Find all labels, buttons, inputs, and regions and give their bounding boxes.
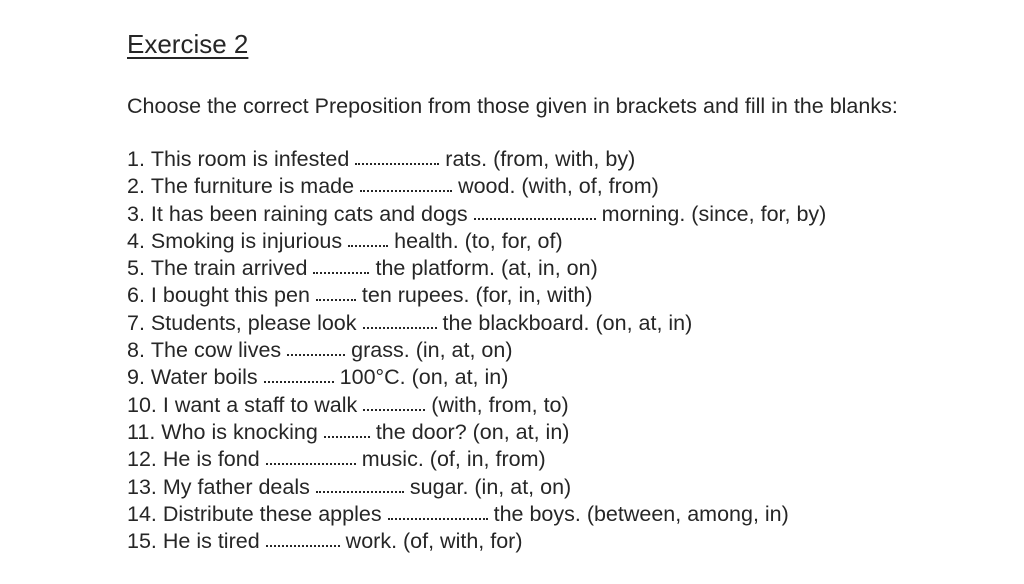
- item-text-after: sugar. (in, at, on): [409, 474, 572, 499]
- item-text-after: wood. (with, of, from): [458, 174, 659, 199]
- blank-line: [266, 460, 356, 465]
- blank-line: [363, 324, 437, 329]
- item-text-after: the platform. (at, in, on): [375, 256, 598, 281]
- item-text-before: He is fond: [162, 447, 260, 472]
- item-text-after: the blackboard. (on, at, in): [442, 310, 693, 335]
- instructions-text: Choose the correct Preposition from those given in brackets and fill in the blanks:: [127, 94, 898, 118]
- item-number: 15.: [127, 529, 157, 554]
- item-number: 11.: [127, 419, 156, 444]
- exercise-item-13: [127, 474, 826, 501]
- blank-line: [324, 433, 370, 438]
- exercise-item-14: [127, 501, 826, 528]
- item-number: 3.: [127, 201, 145, 226]
- exercise-item-5: [127, 255, 826, 282]
- blank-line: [474, 215, 596, 220]
- item-text-before: Students, please look: [150, 310, 357, 335]
- item-text-after: morning. (since, for, by): [601, 201, 827, 226]
- item-text-before: Who is knocking: [161, 419, 318, 444]
- blank-line: [316, 296, 356, 301]
- exercise-item-8: [127, 337, 826, 364]
- item-text-before: The train arrived: [150, 256, 308, 281]
- exercise-item-6: [127, 282, 826, 309]
- exercise-item-10: [127, 392, 826, 419]
- exercise-list: [127, 146, 826, 555]
- item-number: 2.: [127, 174, 145, 199]
- item-text-after: grass. (in, at, on): [351, 338, 513, 363]
- item-text-before: The furniture is made: [150, 174, 355, 199]
- item-text-after: the boys. (between, among, in): [493, 501, 789, 526]
- blank-line: [266, 542, 340, 547]
- item-text-before: He is tired: [162, 529, 260, 554]
- blank-line: [355, 160, 439, 165]
- item-number: 10.: [127, 392, 157, 417]
- item-text-after: (with, from, to): [431, 392, 569, 417]
- item-text-after: health. (to, for, of): [394, 228, 563, 253]
- item-text-before: Distribute these apples: [162, 501, 382, 526]
- item-number: 12.: [127, 447, 157, 472]
- blank-line: [287, 351, 345, 356]
- blank-line: [264, 378, 334, 383]
- item-text-after: 100°C. (on, at, in): [339, 365, 509, 390]
- item-number: 1.: [127, 147, 145, 171]
- item-number: 4.: [127, 228, 145, 253]
- exercise-item-15: [127, 528, 826, 555]
- exercise-item-12: [127, 446, 826, 473]
- item-text-after: music. (of, in, from): [361, 447, 546, 472]
- item-text-before: I want a staff to walk: [162, 392, 358, 417]
- exercise-item-9: [127, 364, 826, 391]
- item-text-before: It has been raining cats and dogs: [150, 201, 468, 226]
- item-number: 6.: [127, 283, 145, 308]
- item-number: 9.: [127, 365, 145, 390]
- item-number: 14.: [127, 501, 157, 526]
- blank-line: [313, 269, 369, 274]
- exercise-item-4: [127, 228, 826, 255]
- exercise-item-11: [127, 419, 826, 446]
- item-text-after: rats. (from, with, by): [445, 147, 636, 171]
- item-number: 13.: [127, 474, 157, 499]
- item-text-after: work. (of, with, for): [345, 529, 523, 554]
- exercise-item-3: [127, 201, 826, 228]
- blank-line: [363, 406, 425, 411]
- item-text-after: ten rupees. (for, in, with): [361, 283, 593, 308]
- item-text-before: Water boils: [150, 365, 258, 390]
- item-number: 7.: [127, 310, 145, 335]
- exercise-title: Exercise 2: [127, 29, 249, 59]
- item-text-after: the door? (on, at, in): [375, 419, 570, 444]
- blank-line: [388, 515, 488, 520]
- item-number: 5.: [127, 256, 145, 281]
- item-text-before: The cow lives: [150, 338, 282, 363]
- item-number: 8.: [127, 338, 145, 363]
- exercise-item-2: [127, 173, 826, 200]
- item-text-before: This room is infested: [150, 147, 350, 171]
- item-text-before: I bought this pen: [150, 283, 310, 308]
- exercise-item-7: [127, 310, 826, 337]
- blank-line: [348, 242, 388, 247]
- item-text-before: Smoking is injurious: [150, 228, 343, 253]
- blank-line: [316, 488, 404, 493]
- blank-line: [360, 187, 452, 192]
- item-text-before: My father deals: [162, 474, 310, 499]
- exercise-item-1: [127, 146, 826, 173]
